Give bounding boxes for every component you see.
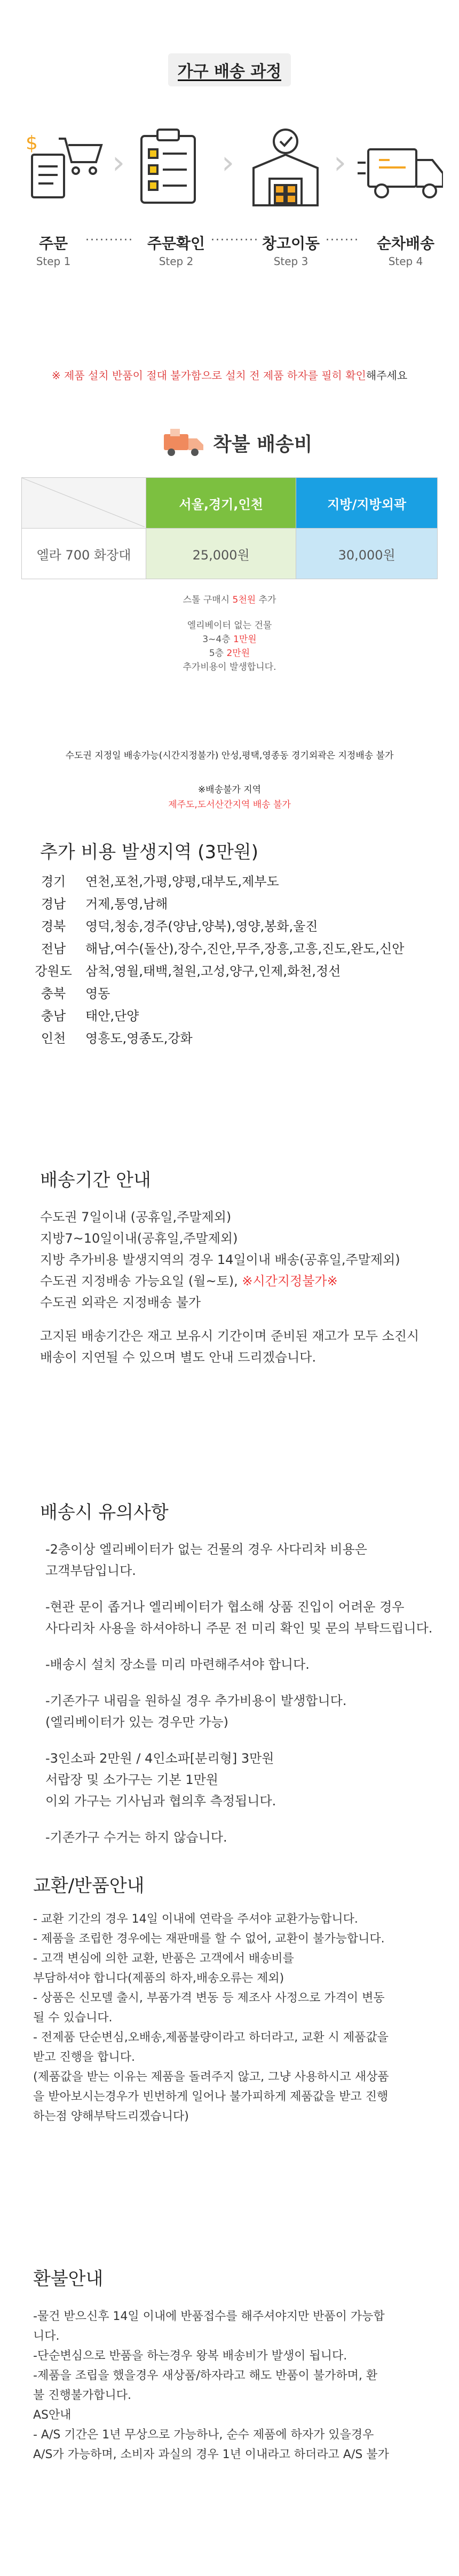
step-4-label: 순차배송 <box>376 235 435 252</box>
region-key: 전남 <box>41 941 66 956</box>
stairs-note: 엘리베이터 없는 건물 3~4층 1만원 5층 2만원 추가비용이 발생합니다. <box>183 620 276 673</box>
text-line: - 제품을 조립한 경우에는 재판매를 할 수 없어, 교환이 불가능합니다. <box>33 1932 385 1946</box>
no-delivery-area: 제주도,도서산간지역 배송 불가 <box>168 799 291 810</box>
text-line: -현관 문이 좁거나 엘리베이터가 협소해 상품 진입이 어려운 경우 <box>45 1599 405 1614</box>
text-line: -기존가구 수거는 하지 않습니다. <box>45 1830 227 1845</box>
text-line: (제품값을 받는 이유는 제품을 돌려주지 않고, 그냥 사용하시고 새상품 <box>33 2070 389 2084</box>
extra-cost-list <box>21 870 404 1050</box>
period-info: 수도권 7일이내 (공휴일,주말제외) 지방7~10일이내(공휴일,주말제외) 지방 추가비용 발생지역의 경우 14일이내 배송(공휴일,주말제외) 수도권 지정배송 가능요일 (월~토), ※시간지정불가※ 수도권 외곽은 지정배송 불가 <box>40 1210 400 1310</box>
region-values: 영동 <box>85 986 110 1001</box>
period-title: 배송기간 안내 <box>40 1170 151 1191</box>
order-icon <box>26 132 101 197</box>
step-1-sub: Step 1 <box>36 255 71 268</box>
region-values: 삼척,영월,태백,철원,고성,양구,인제,화천,정선 <box>85 964 341 979</box>
chevron-right-icon: › <box>221 144 234 181</box>
text-line: 을 받아보시는경우가 빈번하게 일어나 불가피하게 제품값을 받고 진행 <box>33 2090 389 2103</box>
truck-icon <box>163 427 205 459</box>
divider-dots: ·········· <box>85 234 133 247</box>
region-values: 영흥도,영종도,강화 <box>85 1031 193 1046</box>
region-values: 거제,통영,남해 <box>85 897 168 911</box>
text-line: -3인소파 2만원 / 4인소파[분리형] 3만원 <box>45 1751 274 1766</box>
caution-list <box>45 1539 451 1848</box>
divider-dots: ······· <box>326 234 359 247</box>
fee-title: 착불 배송비 <box>163 427 312 459</box>
delivery-steps-icons <box>16 123 443 219</box>
table-corner <box>22 478 146 529</box>
svg-text:$: $ <box>26 132 38 154</box>
region-row <box>21 915 404 938</box>
col-capital: 서울,경기,인천 <box>146 478 296 529</box>
text-line: 사다리차 사용을 하셔야하니 주문 전 미리 확인 및 문의 부탁드립니다. <box>45 1621 433 1636</box>
region-row <box>21 938 404 960</box>
exchange-title: 교환/반품안내 <box>33 1875 145 1897</box>
step-3-label: 창고이동 <box>262 235 320 252</box>
divider-dots: ·········· <box>211 234 259 247</box>
region-key: 경남 <box>41 897 66 911</box>
price-region: 30,000원 <box>296 529 438 579</box>
price-capital: 25,000원 <box>146 529 296 579</box>
chevron-right-icon: › <box>112 144 125 181</box>
region-values: 해남,여수(돌산),장수,진안,무주,장흥,고흥,진도,완도,신안 <box>85 941 405 956</box>
text-line: -물건 받으신후 14일 이내에 반품접수를 해주셔야지만 반품이 가능합 <box>33 2310 385 2323</box>
region-key: 경북 <box>41 919 66 934</box>
region-key: 충북 <box>41 986 66 1001</box>
text-line: -기존가구 내림을 원하실 경우 추가비용이 발생합니다. <box>45 1693 347 1708</box>
row-label: 엘라 700 화장대 <box>22 529 146 579</box>
text-line: - 전제품 단순변심,오배송,제품불량이라고 하더라고, 교환 시 제품값을 <box>33 2031 389 2044</box>
region-row <box>21 893 404 915</box>
exchange-list <box>33 1909 449 2126</box>
text-line: - 고객 변심에 의한 교환, 반품은 고객에서 배송비를 <box>33 1952 294 1965</box>
text-line: - 교환 기간의 경우 14일 이내에 연락을 주셔야 교환가능합니다. <box>33 1913 358 1926</box>
region-key: 인천 <box>41 1031 66 1046</box>
text-line: 받고 진행을 합니다. <box>33 2051 135 2064</box>
step-4-sub: Step 4 <box>388 255 423 268</box>
extra-cost-title: 추가 비용 발생지역 (3만원) <box>40 842 259 863</box>
refund-list <box>33 2307 449 2465</box>
warehouse-icon <box>254 130 318 205</box>
text-line: -2층이상 엘리베이터가 없는 건물의 경우 사다리차 비용은 <box>45 1542 367 1557</box>
col-region: 지방/지방외곽 <box>296 478 438 529</box>
fee-table <box>21 477 438 579</box>
text-line: 불 진행불가합니다. <box>33 2389 132 2402</box>
text-line: A/S가 가능하며, 소비자 과실의 경우 1년 이내라고 하더라고 A/S 불가 <box>33 2448 389 2461</box>
text-line: -배송시 설치 장소를 미리 마련해주셔야 합니다. <box>45 1657 310 1672</box>
region-key: 충남 <box>41 1009 66 1023</box>
text-line: 니다. <box>33 2330 60 2343</box>
checklist-icon <box>141 130 195 203</box>
region-values: 태안,단양 <box>85 1009 139 1023</box>
region-values: 연천,포천,가평,양평,대부도,제부도 <box>85 874 279 889</box>
text-line: 부담하셔야 합니다(제품의 하자,배송오류는 제외) <box>33 1972 284 1985</box>
step-3-sub: Step 3 <box>273 255 308 268</box>
text-line: 서랍장 및 소가구는 기본 1만원 <box>45 1772 218 1787</box>
stool-note: 스톨 구매시 5천원 추가 <box>183 595 276 605</box>
text-line: - 상품은 신모델 출시, 부품가격 변동 등 제조사 사정으로 가격이 변동 <box>33 1991 385 2005</box>
page-title: 가구 배송 과정 <box>168 53 291 86</box>
region-row <box>21 1005 404 1027</box>
text-line: 하는점 양해부탁드리겠습니다) <box>33 2110 189 2123</box>
region-key: 경기 <box>41 874 66 889</box>
chevron-right-icon: › <box>334 144 346 181</box>
region-row <box>21 982 404 1005</box>
region-row <box>21 870 404 893</box>
no-delivery-title: ※배송불가 지역 <box>197 785 262 795</box>
install-notice: ※ 제품 설치 반품이 절대 불가함으로 설치 전 제품 하자를 필히 확인해주세요 <box>51 369 408 382</box>
caution-title: 배송시 유의사항 <box>40 1502 169 1523</box>
step-1-label: 주문 <box>38 235 68 252</box>
region-key: 강원도 <box>35 964 72 979</box>
truck-icon <box>358 149 443 197</box>
text-line: AS안내 <box>33 2409 72 2422</box>
text-line: -단순변심으로 반품을 하는경우 왕복 배송비가 발생이 됩니다. <box>33 2349 347 2363</box>
text-line: 될 수 있습니다. <box>33 2011 113 2025</box>
period-note: 고지된 배송기간은 재고 보유시 기간이며 준비된 재고가 모두 소진시 배송이 지연될 수 있으며 별도 안내 드리겠습니다. <box>40 1329 420 1365</box>
limit-note: 수도권 지정일 배송가능(시간지정불가) 안성,평택,영종동 경기외곽은 지정배송 불가 <box>65 750 394 761</box>
region-row <box>21 1027 404 1050</box>
region-row <box>21 960 404 982</box>
text-line: (엘리베이터가 있는 경우만 가능) <box>45 1715 229 1730</box>
text-line: 이외 가구는 기사님과 협의후 측정됩니다. <box>45 1794 276 1809</box>
step-2-sub: Step 2 <box>159 255 194 268</box>
text-line: - A/S 기간은 1년 무상으로 가능하나, 순수 제품에 하자가 있을경우 <box>33 2428 374 2442</box>
text-line: -제품을 조립을 했을경우 새상품/하자라고 해도 반품이 불가하며, 환 <box>33 2369 378 2382</box>
step-2-label: 주문확인 <box>147 235 205 252</box>
region-values: 영덕,청송,경주(양남,양북),영양,봉화,울진 <box>85 919 318 934</box>
text-line: 고객부담입니다. <box>45 1563 136 1578</box>
refund-title: 환불안내 <box>33 2268 104 2290</box>
